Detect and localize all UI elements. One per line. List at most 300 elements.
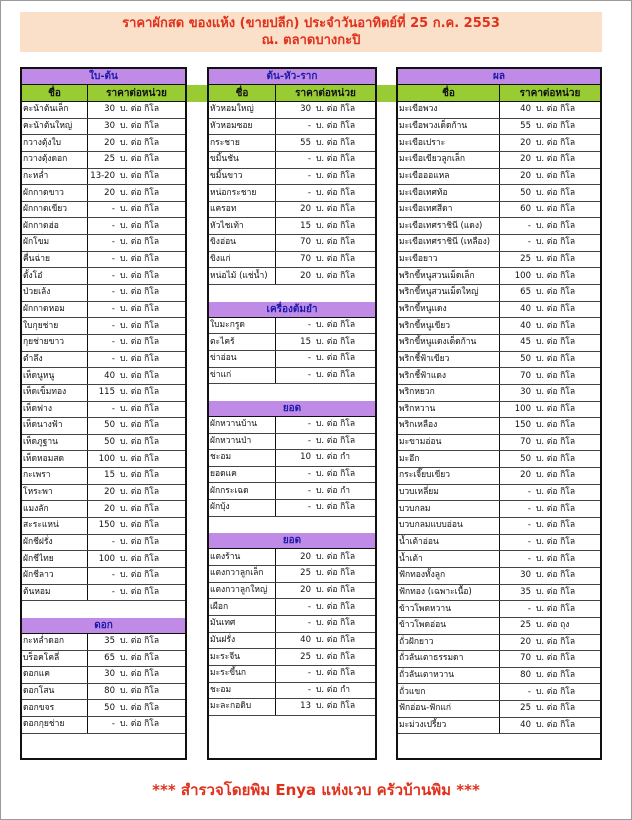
item-unit: บ. ต่อ กิโล — [120, 237, 160, 248]
item-price: - — [111, 719, 115, 730]
table-row — [209, 119, 375, 136]
item-unit: บ. ต่อ กำ — [316, 452, 351, 463]
item-name: มะเขือพวงเด็ดก้าน — [398, 119, 500, 135]
header-name: ชื่อ — [22, 85, 88, 101]
row-group — [22, 102, 185, 601]
item-name: ผักหวานบ้าน — [209, 417, 276, 433]
section-title: ยอด — [209, 401, 375, 417]
item-name: เห็ดนางฟ้า — [22, 418, 88, 434]
item-price: 20 — [300, 584, 311, 595]
table-row — [22, 568, 185, 585]
item-price: - — [111, 220, 115, 231]
table-row — [22, 651, 185, 668]
item-unit: บ. ต่อ กิโล — [536, 470, 576, 481]
item-price: 70 — [300, 237, 311, 248]
item-unit: บ. ต่อ กิโล — [536, 337, 576, 348]
item-price: 13-20 — [90, 170, 115, 181]
table-row — [22, 535, 185, 552]
table-row — [209, 135, 375, 152]
item-price: 25 — [300, 651, 311, 662]
table-row — [209, 616, 375, 633]
item-unit: บ. ต่อ กิโล — [120, 669, 160, 680]
item-price: 55 — [520, 120, 531, 131]
table-row — [209, 368, 375, 385]
item-price: - — [307, 502, 311, 513]
item-price: - — [111, 237, 115, 248]
table-row — [398, 684, 600, 701]
item-unit: บ. ต่อ กิโล — [536, 154, 576, 165]
table-row — [209, 351, 375, 368]
item-name: พริกหยวก — [398, 385, 500, 401]
table-row — [22, 102, 185, 119]
section-title: ใบ-ต้น — [22, 69, 185, 85]
table-row — [22, 435, 185, 452]
item-price: 70 — [520, 437, 531, 448]
table-row — [209, 666, 375, 683]
table-row — [22, 717, 185, 734]
item-unit: บ. ต่อ กิโล — [536, 536, 576, 547]
item-name: เห็ดภูฐาน — [22, 435, 88, 451]
table-row — [22, 385, 185, 402]
item-name: ข้าวโพดหวาน — [398, 601, 500, 617]
item-unit: บ. ต่อ กิโล — [120, 570, 160, 581]
item-price: - — [527, 686, 531, 697]
spacer — [22, 601, 185, 618]
item-name: ดอกแค — [22, 667, 88, 683]
item-unit: บ. ต่อ กิโล — [316, 369, 356, 380]
item-unit: บ. ต่อ กิโล — [316, 187, 356, 198]
item-price: 25 — [520, 620, 531, 631]
item-name: กวางตุ้งดอก — [22, 152, 88, 168]
item-price: - — [111, 570, 115, 581]
table-row — [398, 718, 600, 735]
item-price: - — [307, 668, 311, 679]
item-name: บวบกลม — [398, 501, 500, 517]
item-price: - — [307, 601, 311, 612]
table-row — [22, 135, 185, 152]
item-unit: บ. ต่อ กิโล — [316, 618, 356, 629]
item-price: 25 — [520, 254, 531, 265]
item-name: มันเทศ — [209, 616, 276, 632]
item-unit: บ. ต่อ กิโล — [120, 304, 160, 314]
header-name: ชื่อ — [398, 85, 500, 101]
item-name: น้ำเต้าอ่อน — [398, 535, 500, 551]
item-unit: บ. ต่อ กิโล — [120, 120, 160, 131]
item-price: - — [307, 485, 311, 496]
item-unit: บ. ต่อ กิโล — [536, 670, 576, 681]
item-price: - — [111, 320, 115, 331]
row-group — [209, 417, 375, 517]
item-price: 30 — [520, 570, 531, 581]
item-unit: บ. ต่อ กิโล — [120, 437, 160, 448]
item-name: มะเขือเทศท้อ — [398, 185, 500, 201]
item-price: - — [307, 618, 311, 629]
price-column-1 — [20, 67, 187, 760]
item-name: ยอดแค — [209, 467, 276, 483]
item-price: - — [111, 586, 115, 597]
page-banner — [20, 12, 602, 52]
item-name: ผักกาดหอม — [22, 302, 88, 318]
item-price: 35 — [104, 636, 115, 647]
item-unit: บ. ต่อ กิโล — [316, 435, 356, 446]
item-name: พริกชี้ฟ้าแดง — [398, 368, 500, 384]
item-name: ใบกุยช่าย — [22, 318, 88, 334]
item-unit: บ. ต่อ กิโล — [536, 104, 576, 115]
table-row — [209, 218, 375, 235]
item-unit: บ. ต่อ กิโล — [316, 104, 356, 115]
table-row — [22, 585, 185, 602]
table-row — [398, 385, 600, 402]
table-row — [22, 501, 185, 518]
header-name: ชื่อ — [209, 85, 276, 101]
item-unit: บ. ต่อ กิโล — [316, 601, 356, 612]
table-row — [22, 285, 185, 302]
item-price: 150 — [514, 420, 531, 431]
table-row — [209, 434, 375, 451]
item-price: 40 — [520, 304, 531, 314]
table-row — [398, 551, 600, 568]
item-unit: บ. ต่อ กิโล — [120, 470, 160, 481]
table-header — [209, 85, 375, 102]
item-unit: บ. ต่อ กิโล — [536, 137, 576, 148]
item-name: คื่นฉ่าย — [22, 252, 88, 268]
item-name: ข่าแก่ — [209, 368, 276, 384]
item-unit: บ. ต่อ กิโล — [536, 320, 576, 331]
item-price: - — [527, 553, 531, 564]
item-unit: บ. ต่อ กำ — [316, 684, 351, 695]
item-name: มะเขือพวง — [398, 102, 500, 118]
item-unit: บ. ต่อ กิโล — [120, 636, 160, 647]
item-name: มะระขี้นก — [209, 666, 276, 682]
item-price: 70 — [300, 254, 311, 265]
item-name: คะน้าต้นเล็ก — [22, 102, 88, 118]
item-name: ขมิ้นขาว — [209, 169, 276, 185]
item-name: ขมิ้นชัน — [209, 152, 276, 168]
item-price: 35 — [520, 586, 531, 597]
item-price: 40 — [300, 634, 311, 645]
item-price: 150 — [98, 520, 115, 531]
section-title: ยอด — [209, 533, 375, 549]
row-group — [209, 318, 375, 385]
item-price: 25 — [300, 568, 311, 579]
table-row — [398, 119, 600, 136]
table-row — [209, 152, 375, 169]
item-price: 20 — [104, 503, 115, 514]
table-row — [22, 169, 185, 186]
item-price: 70 — [520, 653, 531, 664]
item-price: 50 — [520, 353, 531, 364]
table-row — [209, 268, 375, 285]
table-row — [398, 318, 600, 335]
item-name: เห็ดนูหนู — [22, 368, 88, 384]
item-name: ตั้งโอ๋ — [22, 268, 88, 284]
table-row — [209, 467, 375, 484]
item-unit: บ. ต่อ กิโล — [536, 120, 576, 131]
item-name: ผักกาดฮ่อ — [22, 218, 88, 234]
item-unit: บ. ต่อ กิโล — [316, 220, 356, 231]
table-row — [22, 202, 185, 219]
item-name: บวบกลมแบบอ่อน — [398, 518, 500, 534]
item-price: 15 — [104, 470, 115, 481]
table-row — [398, 601, 600, 618]
item-name: กระชาย — [209, 135, 276, 151]
item-unit: บ. ต่อ กิโล — [120, 337, 160, 348]
table-row — [209, 649, 375, 666]
table-row — [22, 518, 185, 535]
item-price: - — [111, 536, 115, 547]
table-row — [398, 635, 600, 652]
item-unit: บ. ต่อ กิโล — [536, 187, 576, 198]
item-name: เห็ดเข็มทอง — [22, 385, 88, 401]
item-price: 20 — [300, 270, 311, 281]
item-unit: บ. ต่อ กิโล — [536, 270, 576, 281]
table-row — [22, 152, 185, 169]
item-name: ผักชีลาว — [22, 568, 88, 584]
item-price: 25 — [520, 703, 531, 714]
table-row — [209, 566, 375, 583]
item-price: - — [527, 520, 531, 531]
item-price: 50 — [520, 187, 531, 198]
item-unit: บ. ต่อ กิโล — [536, 353, 576, 364]
item-price: - — [307, 369, 311, 380]
footer-credit: *** สำรวจโดยพิม Enya แห่งเวบ ครัวบ้านพิม *** — [152, 781, 480, 799]
item-name: ตำลึง — [22, 352, 88, 368]
item-unit: บ. ต่อ กิโล — [536, 570, 576, 581]
item-name: ผักบุ้ง — [209, 500, 276, 516]
item-price: 30 — [104, 104, 115, 115]
item-unit: บ. ต่อ กิโล — [120, 387, 160, 398]
table-row — [209, 417, 375, 434]
item-name: เห็ดฟาง — [22, 402, 88, 418]
item-unit: บ. ต่อ กิโล — [536, 653, 576, 664]
item-name: หัวไชเท้า — [209, 218, 276, 234]
item-price: - — [307, 469, 311, 480]
spacer — [209, 384, 375, 401]
item-name: มันฝรั่ง — [209, 633, 276, 649]
table-row — [398, 451, 600, 468]
table-row — [22, 402, 185, 419]
item-unit: บ. ต่อ กิโล — [536, 420, 576, 431]
item-unit: บ. ต่อ กิโล — [316, 701, 356, 712]
table-row — [398, 135, 600, 152]
item-unit: บ. ต่อ กิโล — [120, 287, 160, 298]
table-row — [209, 549, 375, 566]
item-unit: บ. ต่อ กิโล — [120, 370, 160, 381]
item-unit: บ. ต่อ กิโล — [120, 453, 160, 464]
table-header — [398, 85, 600, 102]
item-price: 25 — [104, 154, 115, 165]
item-price: 40 — [104, 370, 115, 381]
item-unit: บ. ต่อ กิโล — [316, 419, 356, 430]
item-price: 65 — [104, 652, 115, 663]
item-price: 20 — [520, 137, 531, 148]
item-unit: บ. ต่อ กิโล — [120, 154, 160, 165]
item-unit: บ. ต่อ กิโล — [316, 568, 356, 579]
item-unit: บ. ต่อ กิโล — [120, 220, 160, 231]
item-price: 30 — [104, 669, 115, 680]
item-price: 20 — [520, 470, 531, 481]
item-name: กวางตุ้งใบ — [22, 135, 88, 151]
item-price: 65 — [520, 287, 531, 298]
item-price: - — [307, 435, 311, 446]
item-name: พริกหวาน — [398, 402, 500, 418]
table-row — [22, 485, 185, 502]
item-name: ผักกาดเขียว — [22, 202, 88, 218]
item-unit: บ. ต่อ กิโล — [120, 536, 160, 547]
item-unit: บ. ต่อ กิโล — [316, 270, 356, 281]
item-name: มะเขือเขียวลูกเล็ก — [398, 152, 500, 168]
item-unit: บ. ต่อ กิโล — [316, 137, 356, 148]
item-name: พริกเหลือง — [398, 418, 500, 434]
item-unit: บ. ต่อ กิโล — [536, 287, 576, 298]
item-name: แตงกวาลูกเล็ก — [209, 566, 276, 582]
item-name: กะหล่ำดอก — [22, 634, 88, 650]
item-name: แตงร้าน — [209, 549, 276, 565]
table-row — [398, 418, 600, 435]
table-row — [22, 418, 185, 435]
item-unit: บ. ต่อ กิโล — [536, 636, 576, 647]
item-unit: บ. ต่อ กิโล — [120, 702, 160, 713]
table-row — [209, 334, 375, 351]
table-row — [209, 633, 375, 650]
table-row — [398, 285, 600, 302]
table-row — [22, 268, 185, 285]
item-name: บร็อคโคลี่ — [22, 651, 88, 667]
item-price: - — [527, 536, 531, 547]
item-price: - — [527, 503, 531, 514]
section-title: ผล — [398, 69, 600, 85]
table-row — [209, 235, 375, 252]
table-row — [398, 335, 600, 352]
table-row — [398, 152, 600, 169]
item-name: ผักโขม — [22, 235, 88, 251]
table-row — [22, 318, 185, 335]
table-row — [398, 468, 600, 485]
item-unit: บ. ต่อ กิโล — [316, 154, 356, 165]
table-row — [22, 684, 185, 701]
item-name: ถั่วลันเตาหวาน — [398, 668, 500, 684]
item-name: ผักกระเฉด — [209, 483, 276, 499]
item-name: พริกขี้หนูแดง — [398, 302, 500, 318]
item-unit: บ. ต่อ กิโล — [316, 353, 356, 364]
item-price: 15 — [300, 220, 311, 231]
item-name: ผักชีฝรั่ง — [22, 535, 88, 551]
item-name: ขิงแก่ — [209, 252, 276, 268]
item-price: 20 — [300, 551, 311, 562]
item-name: ชะอม — [209, 683, 276, 699]
item-price: - — [527, 220, 531, 231]
table-row — [398, 402, 600, 419]
item-unit: บ. ต่อ กิโล — [120, 170, 160, 181]
table-row — [22, 335, 185, 352]
table-row — [22, 185, 185, 202]
item-name: ดอกกุยช่าย — [22, 717, 88, 733]
table-row — [209, 483, 375, 500]
section-title: ดอก — [22, 618, 185, 634]
item-price: - — [111, 403, 115, 414]
item-name: ชะอม — [209, 450, 276, 466]
item-unit: บ. ต่อ กิโล — [536, 520, 576, 531]
item-name: มะระจีน — [209, 649, 276, 665]
table-row — [209, 185, 375, 202]
item-name: เผือก — [209, 599, 276, 615]
item-price: - — [307, 419, 311, 430]
item-unit: บ. ต่อ กิโล — [120, 553, 160, 564]
table-row — [209, 699, 375, 716]
item-name: กระเจี๊ยบเขียว — [398, 468, 500, 484]
item-unit: บ. ต่อ กิโล — [120, 353, 160, 364]
item-name: ฟักอ่อน-ฟักแก่ — [398, 701, 500, 717]
item-price: 100 — [98, 553, 115, 564]
table-row — [22, 302, 185, 319]
item-unit: บ. ต่อ กิโล — [536, 686, 576, 697]
table-row — [22, 119, 185, 136]
item-name: หัวหอมซอย — [209, 119, 276, 135]
item-price: 50 — [520, 453, 531, 464]
item-unit: บ. ต่อ กิโล — [316, 170, 356, 181]
table-row — [398, 202, 600, 219]
item-name: มะม่วงเปรี้ยว — [398, 718, 500, 734]
table-row — [398, 235, 600, 252]
row-group — [398, 102, 600, 734]
item-price: - — [307, 187, 311, 198]
table-row — [209, 252, 375, 269]
item-unit: บ. ต่อ กิโล — [120, 254, 160, 265]
table-row — [398, 701, 600, 718]
item-name: หน่อไม้ (แช่น้ำ) — [209, 268, 276, 284]
item-name: ถั่วแขก — [398, 684, 500, 700]
table-row — [398, 651, 600, 668]
spacer — [209, 285, 375, 302]
table-row — [22, 235, 185, 252]
table-row — [398, 618, 600, 635]
table-row — [209, 500, 375, 517]
item-unit: บ. ต่อ กิโล — [536, 237, 576, 248]
item-price: - — [111, 304, 115, 314]
item-unit: บ. ต่อ กิโล — [536, 437, 576, 448]
header-price: ราคาต่อหน่วย — [519, 88, 581, 99]
item-name: ข้าวโพดอ่อน — [398, 618, 500, 634]
item-unit: บ. ต่อ กิโล — [316, 651, 356, 662]
item-name: สะระแหน่ — [22, 518, 88, 534]
item-price: - — [307, 684, 311, 695]
item-name: ฟักทองทั้งลูก — [398, 568, 500, 584]
item-name: มะเขือยาว — [398, 252, 500, 268]
item-unit: บ. ต่อ กิโล — [316, 254, 356, 265]
item-name: มะขามอ่อน — [398, 435, 500, 451]
table-row — [22, 700, 185, 717]
item-unit: บ. ต่อ กิโล — [120, 270, 160, 281]
item-unit: บ. ต่อ กำ — [316, 485, 351, 496]
item-price: - — [527, 487, 531, 498]
item-name: มะเขือเปราะ — [398, 135, 500, 151]
table-row — [398, 668, 600, 685]
item-unit: บ. ต่อ กิโล — [316, 469, 356, 480]
item-price: 20 — [104, 137, 115, 148]
item-unit: บ. ต่อ กิโล — [316, 120, 356, 131]
table-row — [398, 518, 600, 535]
item-price: - — [307, 154, 311, 165]
item-price: 20 — [520, 636, 531, 647]
table-row — [398, 585, 600, 602]
item-unit: บ. ต่อ กิโล — [316, 551, 356, 562]
item-unit: บ. ต่อ กิโล — [120, 403, 160, 414]
item-name: ถั่วฝักยาว — [398, 635, 500, 651]
item-price: - — [307, 320, 311, 330]
table-row — [398, 102, 600, 119]
table-row — [398, 185, 600, 202]
table-row — [398, 485, 600, 502]
